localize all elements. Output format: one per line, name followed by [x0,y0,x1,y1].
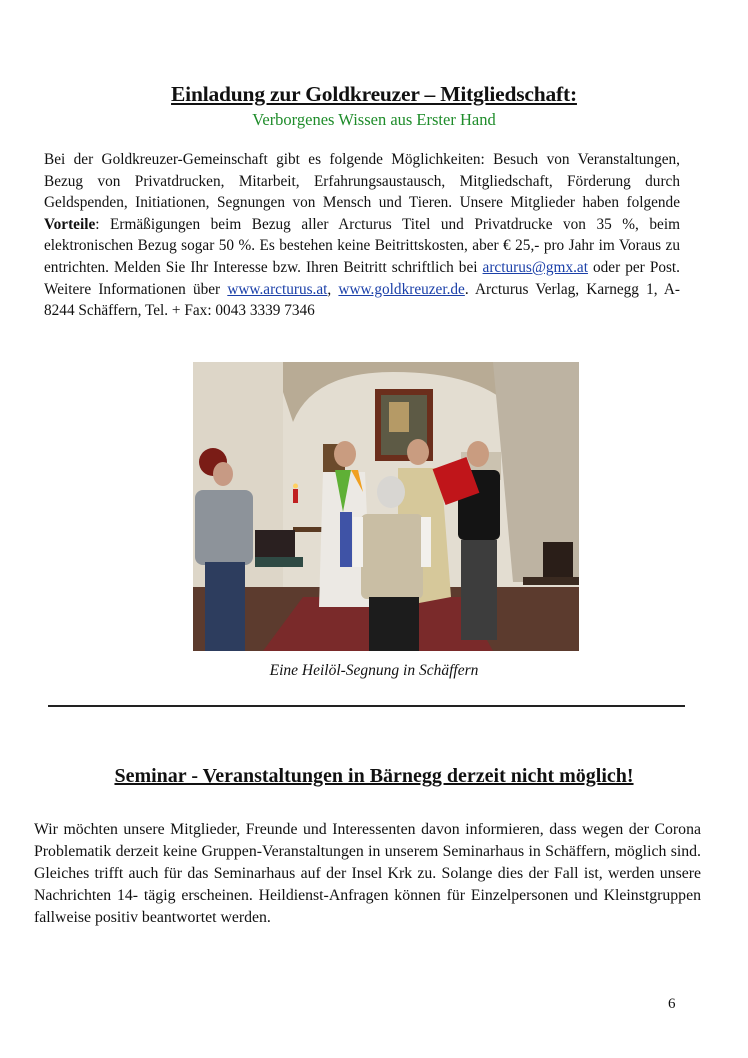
link-separator: , [327,280,339,298]
seminar-paragraph: Wir möchten unsere Mitglieder, Freunde und Interessenten davon informieren, dass wegen der Corona Problematik derzeit keine Gruppen-Veranstaltungen in unserem Seminarhaus in Schäffern, möglich sind. Gleiches trifft auch für das Seminarhaus auf der Insel Krk zu. Solange dies der Fall ist, werden unsere Nachrichten 14- tägig erscheinen. Heildienst-Anfragen können für Einzelpersonen und Kleinstgruppen fallweise positiv beantwortet werden. [34,821,701,926]
arcturus-website-link[interactable]: www.arcturus.at [227,280,328,298]
intro-paragraph [44,149,680,322]
page-number: 6 [668,996,676,1012]
section-heading: Seminar - Veranstaltungen in Bärnegg derzeit nicht möglich! [114,765,634,787]
email-link[interactable]: arcturus@gmx.at [482,258,588,276]
photo-caption: Eine Heilöl-Segnung in Schäffern [269,662,479,679]
goldkreuzer-website-link[interactable]: www.goldkreuzer.de [338,280,465,298]
blessing-photo [193,362,579,651]
intro-text-4: . Arcturus Verlag, Karnegg 1, A-8244 Schäffern, Tel. + Fax: 0043 3339 7346 [44,280,681,320]
intro-text-2: : Ermäßigungen beim Bezug aller Arcturus Titel und Privatdrucke von 35 %, beim elektronischen Bezug sogar 50 %. Es bestehen keine Beitrittskosten, aber € 25,- pro Jahr im Voraus zu entrichten. Melden Sie Ihr Interesse bzw. Ihren Beitritt schriftlich bei [44,215,680,276]
intro-text-1: Bei der Goldkreuzer-Gemeinschaft gibt es folgende Möglichkeiten: Besuch von Veranstaltungen, Bezug von Privatdrucken, Mitarbeit, Erfahrungsaustausch, Mitgliedschaft, Förderung durch Geldspenden, Initiationen, Segnungen von Mensch und Tieren. Unsere Mitglieder haben folgende [44,151,680,212]
section-divider [48,705,685,707]
intro-bold-vorteile: Vorteile [44,215,96,233]
page-subtitle: Verborgenes Wissen aus Erster Hand [252,110,496,129]
page-title: Einladung zur Goldkreuzer – Mitgliedschaft: [171,82,577,106]
intro-text-3: oder per Post. Weitere Informationen über [44,258,681,298]
